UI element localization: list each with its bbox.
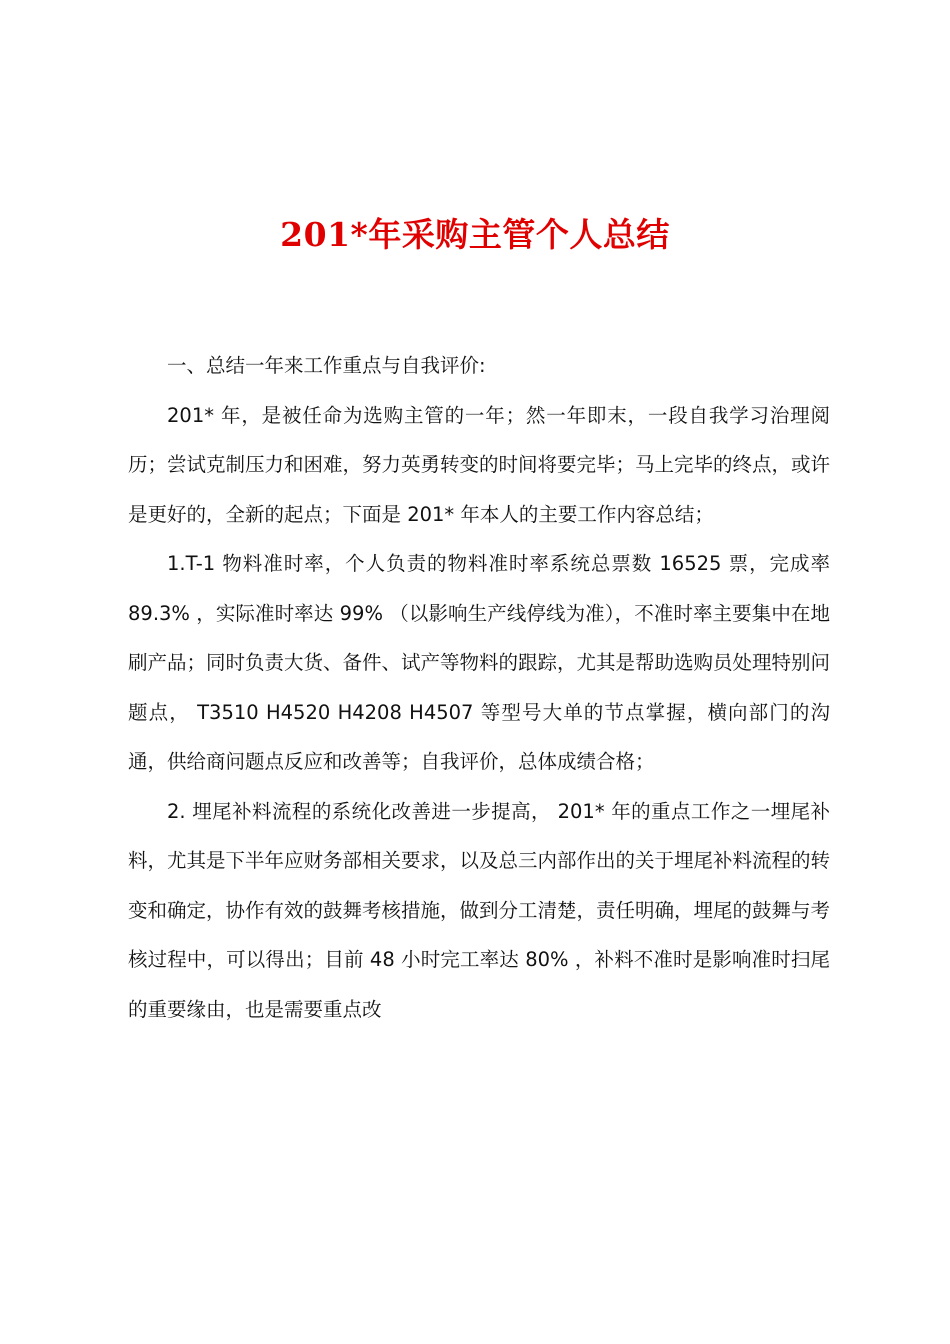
document-title: 201*年采购主管个人总结: [280, 215, 670, 254]
document-body: [128, 341, 830, 1034]
body-paragraph: 1.T-1 物料准时率，个人负责的物料准时率系统总票数 16525 票，完成率 89.3% ，实际准时率达 99% （以影响生产线停线为准），不准时率主要集中在地刷产品；同时负责大货、备件、试产等物料的跟踪，尤其是帮助选购员处理特别问题点， T3510 H4520 H4208 H4507 等型号大单的节点掌握，横向部门的沟通，供给商问题点反应和改善等；自我评价，总体成绩合格；: [128, 552, 831, 773]
section-heading: 一、总结一年来工作重点与自我评价:: [167, 354, 486, 377]
body-paragraph: 2. 埋尾补料流程的系统化改善进一步提高， 201* 年的重点工作之一埋尾补料，尤其是下半年应财务部相关要求，以及总三内部作出的关于埋尾补料流程的转变和确定，协作有效的鼓舞考核措施，做到分工清楚，责任明确，埋尾的鼓舞与考核过程中，可以得出；目前 48 小时完工率达 80% ，补料不准时是影响准时扫尾的重要缘由，也是需要重点改: [128, 799, 831, 1021]
body-paragraph: 201* 年，是被任命为选购主管的一年；然一年即末，一段自我学习治理阅历；尝试克制压力和困难，努力英勇转变的时间将要完毕；马上完毕的终点，或许是更好的，全新的起点；下面是 201* 年本人的主要工作内容总结；: [128, 403, 831, 526]
